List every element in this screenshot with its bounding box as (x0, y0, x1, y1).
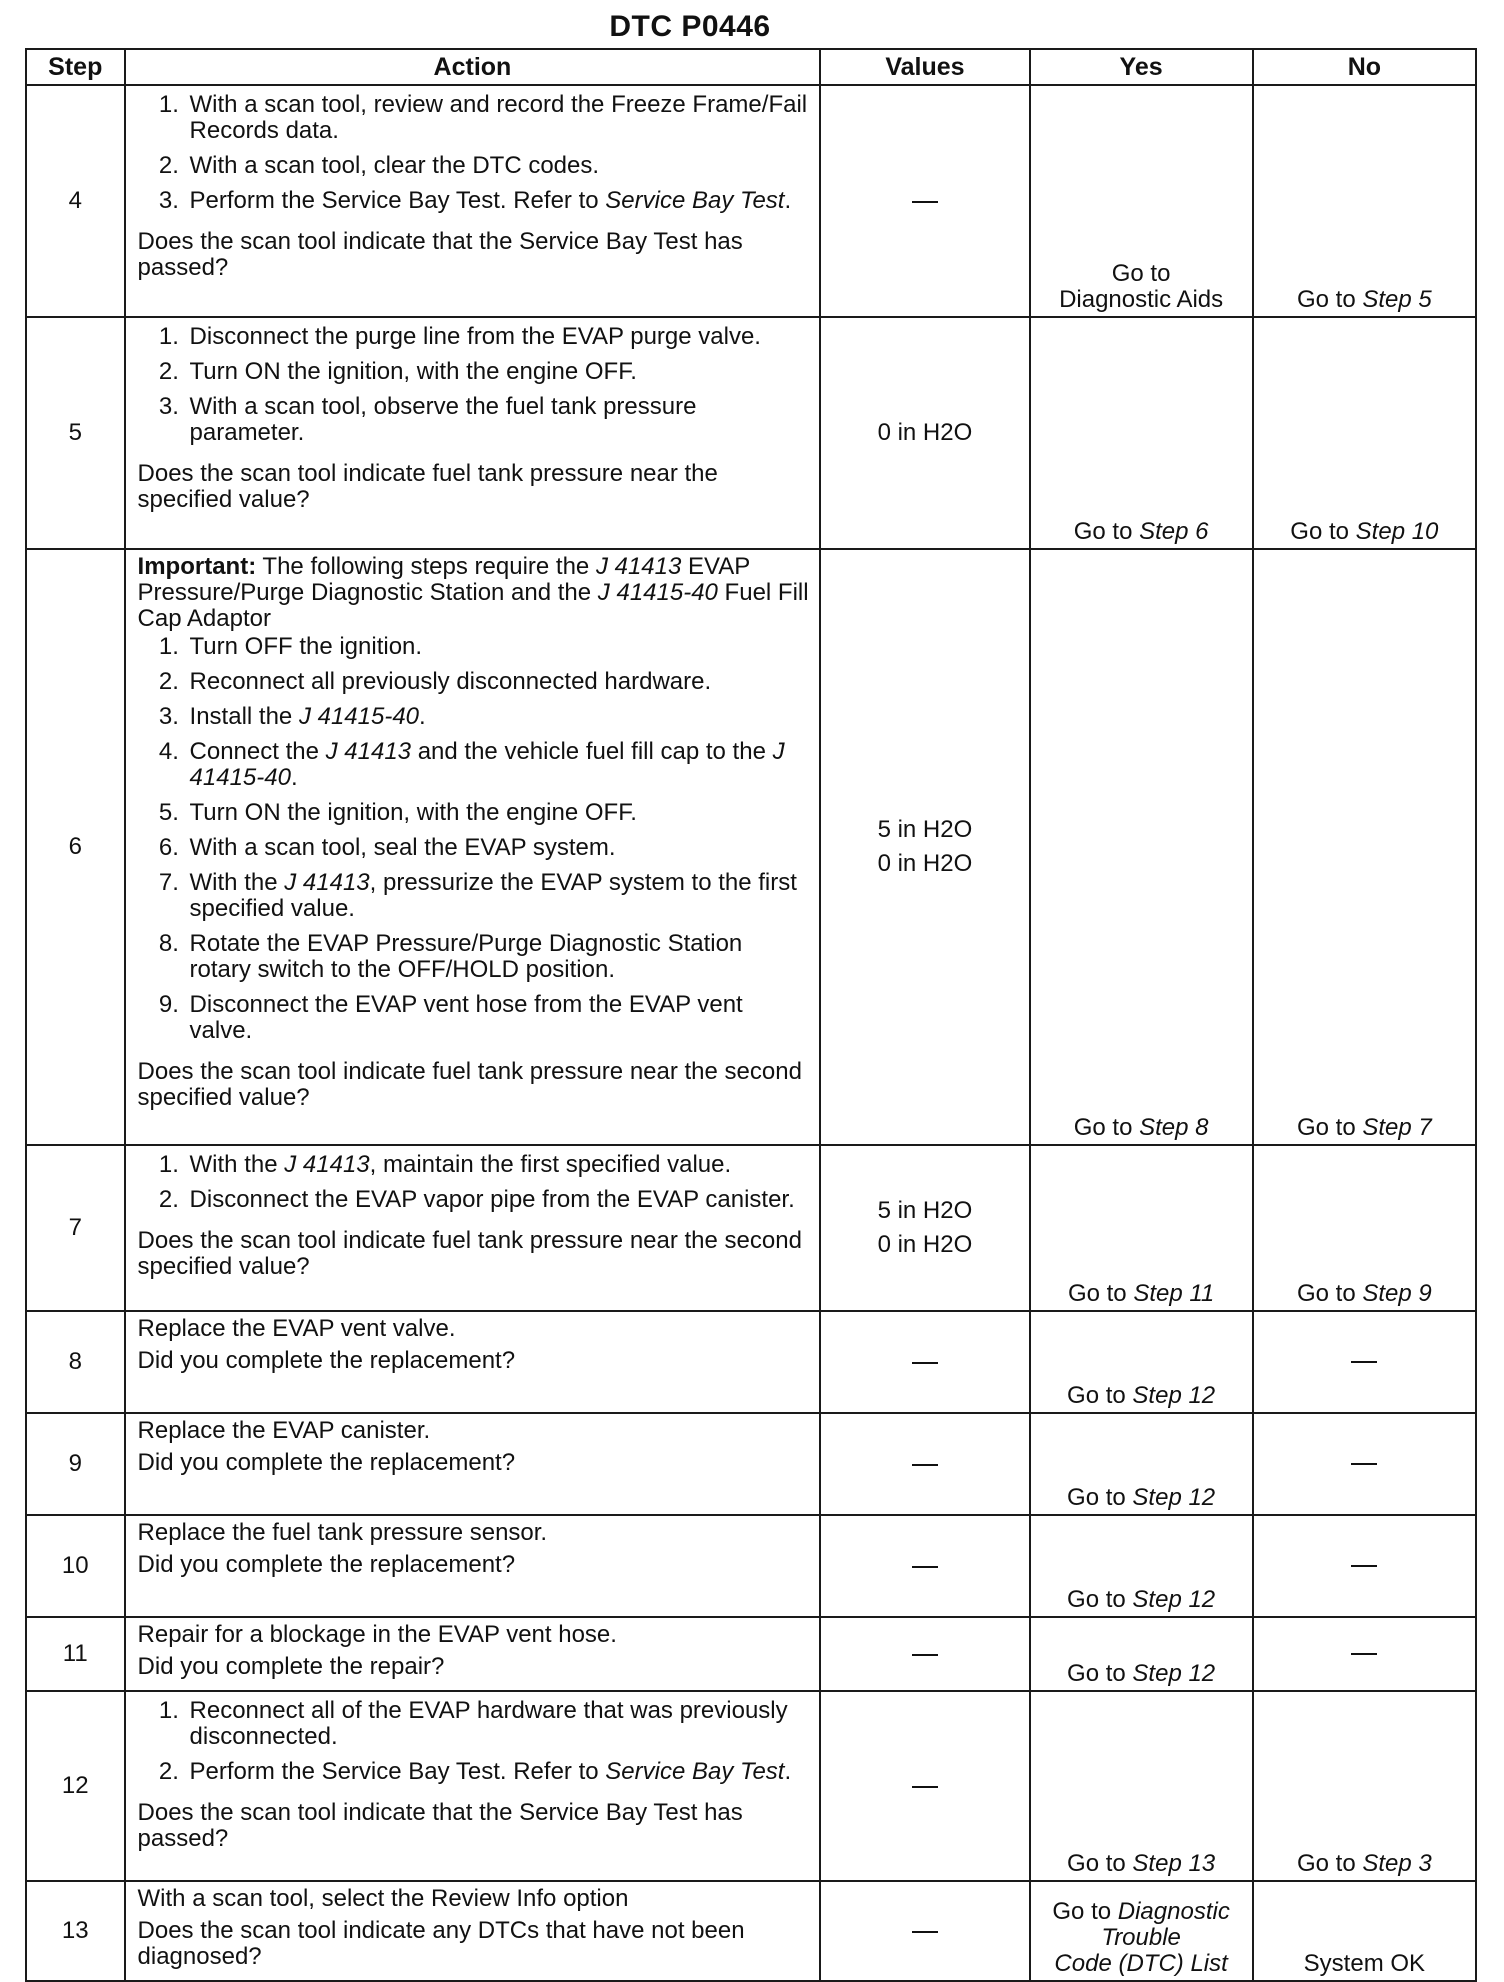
yes-cell (1030, 1413, 1253, 1515)
action-instruction: With a scan tool, select the Review Info option (137, 1885, 629, 1912)
action-content (138, 1150, 810, 1280)
action-body (138, 1316, 810, 1342)
action-content (138, 1622, 810, 1680)
yes-cell (1030, 549, 1253, 1145)
action-cell (125, 1515, 821, 1617)
action-body (138, 1520, 810, 1546)
no-line (1255, 1450, 1474, 1476)
text-run: EVAP Pressure/Purge Diagnostic Station and the (137, 553, 750, 606)
yes-line (1032, 1925, 1251, 1951)
text-run: . (784, 187, 792, 214)
text-run: System OK (1303, 1950, 1426, 1977)
text-run: Turn ON the ignition, with the engine OFF. (189, 799, 637, 826)
text-run: Go to (1067, 1280, 1134, 1307)
tool-ref: J 41415-40 (189, 738, 785, 791)
text-run: Go to (1296, 1114, 1363, 1141)
tool-ref: Service Bay Test (605, 1758, 785, 1785)
procedure-step (186, 1698, 810, 1750)
table-row (26, 317, 1476, 549)
procedure-steps (138, 1698, 810, 1785)
action-content (138, 90, 810, 281)
text-run: Reconnect all of the EVAP hardware that was previously disconnected. (189, 1697, 788, 1750)
action-question: Does the scan tool indicate fuel tank pressure near the specified value? (137, 460, 718, 513)
procedure-step (186, 835, 810, 861)
yes-line (1032, 1899, 1251, 1925)
values-cell (820, 1691, 1029, 1881)
text-run: Diagnostic Aids (1059, 286, 1224, 313)
tool-ref: Step 5 (1362, 286, 1432, 313)
text-run: Go to (1111, 260, 1171, 287)
yes-line (1032, 1661, 1251, 1687)
action-cell (125, 1691, 821, 1881)
tool-ref: Step 3 (1362, 1850, 1432, 1877)
action-cell (125, 1413, 821, 1515)
tool-ref: J 41413 (595, 553, 682, 580)
dash-mark (912, 1654, 938, 1656)
tool-ref: Diagnostic (1117, 1898, 1230, 1925)
text-run: Reconnect all previously disconnected hardware. (189, 668, 712, 695)
action-content (138, 554, 810, 1111)
action-question: Did you complete the replacement? (137, 1449, 516, 1476)
text-run: With a scan tool, seal the EVAP system. (189, 834, 616, 861)
procedure-steps (138, 92, 810, 214)
tool-ref: Code (DTC) List (1054, 1950, 1228, 1977)
value-line: 0 in H2O (877, 1231, 973, 1258)
yes-cell (1030, 1145, 1253, 1311)
text-run: With the (189, 869, 285, 896)
table-row (26, 1311, 1476, 1413)
values-cell (820, 1881, 1029, 1981)
tool-ref: Step 12 (1132, 1660, 1216, 1687)
action-question: Does the scan tool indicate fuel tank pressure near the second specified value? (137, 1227, 802, 1280)
text-run: Turn OFF the ignition. (189, 633, 423, 660)
text-run: Disconnect the EVAP vapor pipe from the EVAP canister. (189, 1186, 795, 1213)
action-body (138, 1418, 810, 1444)
dash-mark (912, 1362, 938, 1364)
step-number: 10 (26, 1515, 125, 1617)
values-cell (820, 317, 1029, 549)
action-question: Does the scan tool indicate that the Service Bay Test has passed? (137, 1799, 743, 1852)
table-row (26, 1145, 1476, 1311)
step-number: 6 (26, 549, 125, 1145)
action-cell (125, 317, 821, 549)
procedure-step (186, 992, 810, 1044)
no-line (1255, 1552, 1474, 1578)
header-action: Action (125, 49, 821, 85)
tool-ref: J 41415-40 (597, 579, 718, 606)
values-cell (820, 1515, 1029, 1617)
text-run: Go to (1296, 1850, 1363, 1877)
tool-ref: Service Bay Test (605, 187, 785, 214)
step-number: 8 (26, 1311, 125, 1413)
no-cell (1253, 1515, 1476, 1617)
text-run: Go to (1067, 1484, 1133, 1511)
action-body (138, 554, 810, 1053)
tool-ref: Step 12 (1132, 1586, 1216, 1613)
action-question: Did you complete the repair? (137, 1653, 445, 1680)
yes-line (1032, 1485, 1251, 1511)
yes-cell (1030, 85, 1253, 317)
no-cell (1253, 1413, 1476, 1515)
important-note (138, 554, 810, 632)
text-run: , maintain the first specified value. (369, 1151, 732, 1178)
action-body (138, 1696, 810, 1794)
action-cell (125, 1311, 821, 1413)
yes-line (1032, 261, 1251, 287)
no-line (1255, 1115, 1474, 1141)
table-body (26, 85, 1476, 1981)
text-run: and the vehicle fuel fill cap to the (411, 738, 773, 765)
text-run: Go to (1067, 1850, 1133, 1877)
procedure-step (186, 669, 810, 695)
action-instruction: Replace the fuel tank pressure sensor. (137, 1519, 548, 1546)
procedure-step (186, 153, 810, 179)
table-row (26, 1881, 1476, 1981)
yes-cell (1030, 317, 1253, 549)
action-body (138, 322, 810, 455)
dash-mark (1351, 1653, 1377, 1655)
action-cell (125, 1145, 821, 1311)
text-run: . (290, 764, 298, 791)
action-question: Did you complete the replacement? (137, 1347, 516, 1374)
value-line: 5 in H2O (877, 816, 973, 843)
value-line: 5 in H2O (877, 1197, 973, 1224)
table-row (26, 1617, 1476, 1691)
action-cell (125, 1617, 821, 1691)
header-step: Step (26, 49, 125, 85)
action-instruction: Replace the EVAP vent valve. (137, 1315, 456, 1342)
no-cell (1253, 1311, 1476, 1413)
no-cell (1253, 549, 1476, 1145)
no-line (1255, 287, 1474, 313)
dash-mark (912, 1931, 938, 1933)
no-line (1255, 1851, 1474, 1877)
text-run: Fuel Fill Cap Adaptor (137, 579, 809, 632)
no-line (1255, 1640, 1474, 1666)
tool-ref: Step 10 (1355, 518, 1439, 545)
values-cell (820, 549, 1029, 1145)
text-run: The following steps require the (256, 553, 596, 580)
action-body (138, 90, 810, 223)
tool-ref: J 41413 (284, 1151, 370, 1178)
no-line (1255, 1951, 1474, 1977)
procedure-steps (138, 324, 810, 446)
action-body (138, 1622, 810, 1648)
text-run: Go to (1067, 1382, 1133, 1409)
text-run: . (419, 703, 426, 730)
procedure-step (186, 800, 810, 826)
no-cell (1253, 317, 1476, 549)
text-run: Go to (1067, 1586, 1133, 1613)
dash-mark (912, 1566, 938, 1568)
text-run: Install the (189, 703, 299, 730)
action-content (138, 1520, 810, 1578)
procedure-steps (138, 634, 810, 1044)
step-number: 7 (26, 1145, 125, 1311)
values-cell (820, 1145, 1029, 1311)
action-instruction: Replace the EVAP canister. (137, 1417, 431, 1444)
values-cell (820, 1617, 1029, 1691)
value-line: 0 in H2O (877, 850, 973, 877)
value-line: 0 in H2O (877, 419, 973, 446)
table-row (26, 1691, 1476, 1881)
tool-ref: J 41413 (284, 869, 370, 896)
table-row (26, 85, 1476, 317)
yes-line (1032, 1115, 1251, 1141)
important-label: Important: (137, 553, 257, 580)
action-cell (125, 85, 821, 317)
values-cell (820, 1311, 1029, 1413)
text-run: With the (189, 1151, 285, 1178)
procedure-step (186, 634, 810, 660)
yes-line (1032, 1281, 1251, 1307)
dash-mark (912, 1786, 938, 1788)
action-question: Did you complete the replacement? (137, 1551, 516, 1578)
text-run: Go to (1290, 518, 1356, 545)
step-number: 12 (26, 1691, 125, 1881)
no-cell (1253, 85, 1476, 317)
text-run: Perform the Service Bay Test. Refer to (189, 1758, 606, 1785)
text-run: Go to (1296, 1280, 1363, 1307)
values-cell (820, 1413, 1029, 1515)
text-run: Perform the Service Bay Test. Refer to (189, 187, 606, 214)
step-number: 11 (26, 1617, 125, 1691)
text-run: Go to (1073, 1114, 1140, 1141)
yes-line (1032, 1851, 1251, 1877)
tool-ref: Step 6 (1139, 518, 1209, 545)
values-cell (820, 85, 1029, 317)
yes-line (1032, 287, 1251, 313)
procedure-step (186, 931, 810, 983)
table-row (26, 1515, 1476, 1617)
action-content (138, 322, 810, 513)
header-no: No (1253, 49, 1476, 85)
procedure-step (186, 704, 810, 730)
action-question: Does the scan tool indicate fuel tank pressure near the second specified value? (137, 1058, 802, 1111)
text-run: With a scan tool, clear the DTC codes. (189, 152, 600, 179)
text-run: Disconnect the EVAP vent hose from the EVAP vent valve. (189, 991, 743, 1044)
procedure-step (186, 1759, 810, 1785)
text-run: , pressurize the EVAP system to the first specified value. (189, 869, 797, 922)
text-run: Connect the (189, 738, 326, 765)
text-run: Go to (1073, 518, 1140, 545)
page-title: DTC P0446 (609, 10, 771, 43)
no-cell (1253, 1145, 1476, 1311)
text-run: With a scan tool, observe the fuel tank pressure parameter. (189, 393, 697, 446)
action-question: Does the scan tool indicate any DTCs that have not been diagnosed? (137, 1917, 745, 1970)
yes-cell (1030, 1515, 1253, 1617)
table-header-row (26, 49, 1476, 85)
text-run: . (784, 1758, 792, 1785)
procedure-step (186, 739, 810, 791)
diagnostic-table (25, 48, 1477, 1982)
text-run: With a scan tool, review and record the Freeze Frame/Fail Records data. (189, 91, 808, 144)
yes-line (1032, 519, 1251, 545)
procedure-step (186, 359, 810, 385)
action-cell (125, 1881, 821, 1981)
tool-ref: Step 9 (1362, 1280, 1432, 1307)
yes-cell (1030, 1691, 1253, 1881)
table-row (26, 549, 1476, 1145)
action-body (138, 1150, 810, 1222)
procedure-step (186, 324, 810, 350)
yes-cell (1030, 1881, 1253, 1981)
tool-ref: J 41415-40 (298, 703, 420, 730)
tool-ref: Step 12 (1132, 1484, 1216, 1511)
yes-line (1032, 1383, 1251, 1409)
table-row (26, 1413, 1476, 1515)
procedure-step (186, 1152, 810, 1178)
text-run: Go to (1067, 1660, 1133, 1687)
procedure-step (186, 92, 810, 144)
yes-line (1032, 1951, 1251, 1977)
header-values: Values (820, 49, 1029, 85)
action-instruction: Repair for a blockage in the EVAP vent hose. (137, 1621, 617, 1648)
dash-mark (1351, 1565, 1377, 1567)
action-content (138, 1696, 810, 1852)
no-line (1255, 1348, 1474, 1374)
dash-mark (1351, 1463, 1377, 1465)
procedure-steps (138, 1152, 810, 1213)
tool-ref: Step 11 (1133, 1280, 1215, 1307)
tool-ref: Step 12 (1132, 1382, 1216, 1409)
text-run: Turn ON the ignition, with the engine OFF. (189, 358, 637, 385)
action-question: Does the scan tool indicate that the Service Bay Test has passed? (137, 228, 743, 281)
text-run: Go to (1052, 1898, 1118, 1925)
no-line (1255, 519, 1474, 545)
dash-mark (912, 201, 938, 203)
no-cell (1253, 1691, 1476, 1881)
text-run: Go to (1296, 286, 1363, 313)
yes-line (1032, 1587, 1251, 1613)
procedure-step (186, 1187, 810, 1213)
step-number: 13 (26, 1881, 125, 1981)
action-cell (125, 549, 821, 1145)
tool-ref: Step 13 (1132, 1850, 1216, 1877)
tool-ref: Step 8 (1139, 1114, 1209, 1141)
procedure-step (186, 870, 810, 922)
header-yes: Yes (1030, 49, 1253, 85)
no-line (1255, 1281, 1474, 1307)
procedure-step (186, 188, 810, 214)
no-cell (1253, 1617, 1476, 1691)
dash-mark (1351, 1361, 1377, 1363)
action-content (138, 1886, 810, 1970)
step-number: 9 (26, 1413, 125, 1515)
yes-cell (1030, 1311, 1253, 1413)
step-number: 5 (26, 317, 125, 549)
tool-ref: Trouble (1101, 1924, 1181, 1951)
step-number: 4 (26, 85, 125, 317)
tool-ref: Step 7 (1362, 1114, 1432, 1141)
text-run: Rotate the EVAP Pressure/Purge Diagnostic Station rotary switch to the OFF/HOLD position. (189, 930, 743, 983)
tool-ref: J 41413 (325, 738, 412, 765)
no-cell (1253, 1881, 1476, 1981)
procedure-step (186, 394, 810, 446)
dash-mark (912, 1464, 938, 1466)
yes-cell (1030, 1617, 1253, 1691)
action-content (138, 1418, 810, 1476)
text-run: Disconnect the purge line from the EVAP purge valve. (189, 323, 761, 350)
action-content (138, 1316, 810, 1374)
